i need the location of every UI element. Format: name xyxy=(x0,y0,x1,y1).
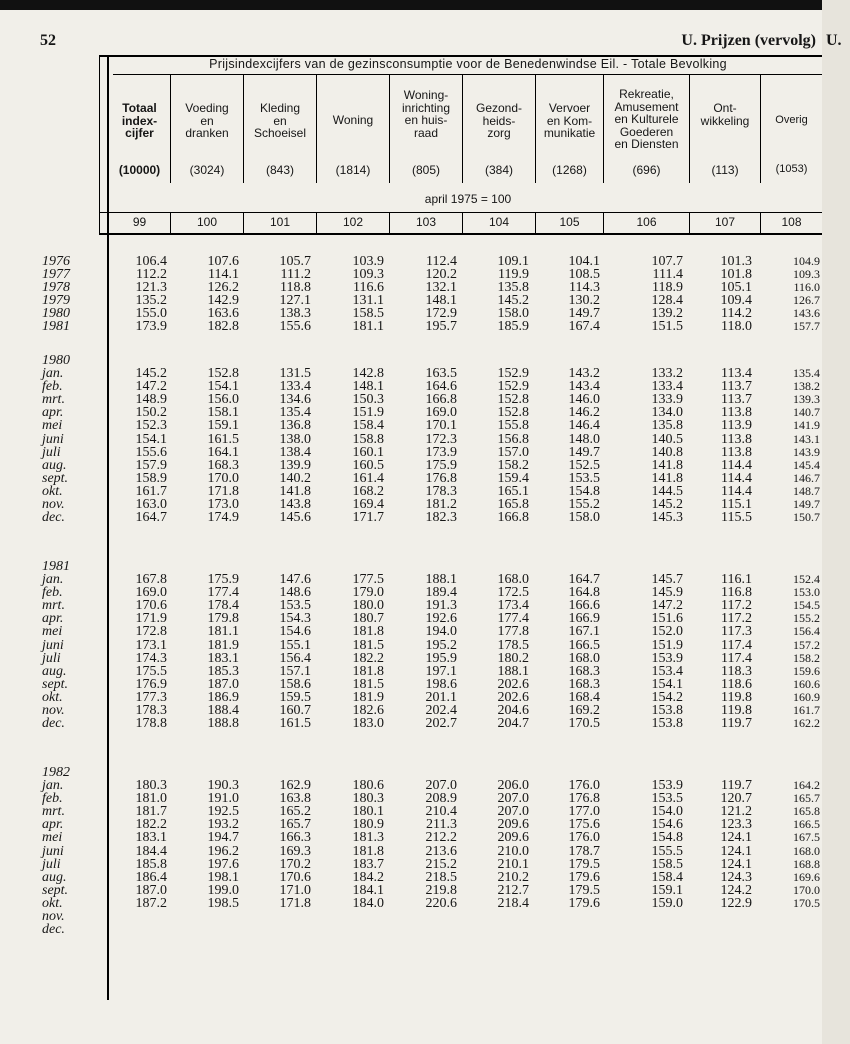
values-education: 113.4 113.7 113.7 113.8 113.9 113.8 113.8 114.4 114.4 114.4 115.1 115.5 xyxy=(721,366,752,526)
column-heading-health: Gezond- heids- zorg xyxy=(475,101,523,140)
values-transport: 143.2 143.4 146.0 146.2 146.4 148.0 149.7 152.5 153.5 154.8 155.2 158.0 xyxy=(568,366,600,526)
column-heading-recreation: Rekreatie, Amusement en Kulturele Goederen en Diensten xyxy=(614,87,679,151)
column-weight: (1053) xyxy=(775,163,808,175)
column-code: 104 xyxy=(488,215,510,229)
values-health: 109.1 119.9 135.8 145.2 158.0 185.9 xyxy=(497,254,529,335)
values-housing: 180.6 180.3 180.1 180.9 181.3 181.8 183.7 184.2 184.1 184.0 xyxy=(352,778,384,911)
values-total: 106.4 112.2 121.3 135.2 155.0 173.9 xyxy=(135,254,167,335)
values-clothing: 105.7 111.2 118.8 127.1 138.3 155.6 xyxy=(279,254,311,335)
code-row-bottom-rule xyxy=(99,233,822,235)
column-heading-other: Overig xyxy=(775,114,808,126)
values-total: 167.8 169.0 170.6 171.9 172.8 173.1 174.3 175.5 176.9 177.3 178.3 178.8 xyxy=(135,572,167,732)
column-heading-transport: Vervoer en Kom- munikatie xyxy=(543,101,596,140)
column-heading-housing: Woning xyxy=(332,113,374,127)
column-code: 102 xyxy=(342,215,364,229)
column-code: 103 xyxy=(415,215,437,229)
values-health: 206.0 207.0 207.0 209.6 209.6 210.0 210.1 210.2 212.7 218.4 xyxy=(497,778,529,911)
values-food: 107.6 114.1 126.2 142.9 163.6 182.8 xyxy=(207,254,239,335)
column-heading-total: Totaal index- cijfer xyxy=(121,101,158,140)
values-clothing: 162.9 163.8 165.2 165.7 166.3 169.3 170.2 170.6 171.0 171.8 xyxy=(279,778,311,911)
column-weight: (1814) xyxy=(335,163,371,177)
values-health: 152.9 152.9 152.8 152.8 155.8 156.8 157.0 158.2 159.4 165.1 165.8 166.8 xyxy=(497,366,529,526)
column-weight: (3024) xyxy=(189,163,225,177)
values-total: 180.3 181.0 181.7 182.2 183.1 184.4 185.8 186.4 187.0 187.2 xyxy=(135,778,167,911)
values-furnishing: 207.0 208.9 210.4 211.3 212.2 213.6 215.2 218.5 219.8 220.6 xyxy=(425,778,457,911)
values-education: 101.3 101.8 105.1 109.4 114.2 118.0 xyxy=(720,254,752,335)
period-labels: 1982 jan. feb. mrt. apr. mei juni juli aug. sept. okt. nov. dec. xyxy=(42,765,70,938)
values-recreation: 145.7 145.9 147.2 151.6 152.0 151.9 153.9 153.4 154.1 154.2 153.8 153.8 xyxy=(651,572,683,732)
values-food: 190.3 191.0 192.5 193.2 194.7 196.2 197.6 198.1 199.0 198.5 xyxy=(207,778,239,911)
values-recreation: 133.2 133.4 133.9 134.0 135.8 140.5 140.8 141.8 141.8 144.5 145.2 145.3 xyxy=(651,366,683,526)
values-recreation: 107.7 111.4 118.9 128.4 139.2 151.5 xyxy=(651,254,683,335)
column-heading-furnishing: Woning- inrichting en huis- raad xyxy=(401,88,451,140)
table-title: Prijsindexcijfers van de gezinsconsumptie voor de Benedenwindse Eil. - Totale Bevolking xyxy=(209,57,727,71)
column-code: 107 xyxy=(714,215,736,229)
values-housing: 177.5 179.0 180.0 180.7 181.8 181.5 182.2 181.8 181.5 181.9 182.6 183.0 xyxy=(352,572,384,732)
values-education: 116.1 116.8 117.2 117.2 117.3 117.4 117.4 118.3 118.6 119.8 119.8 119.7 xyxy=(721,572,752,732)
values-other: 104.9 109.3 116.0 126.7 143.6 157.7 xyxy=(793,254,820,334)
base-period-note: april 1975 = 100 xyxy=(424,192,512,206)
column-heading-food: Voeding en dranken xyxy=(185,101,229,140)
title-underline xyxy=(113,74,822,75)
period-labels: 1981 jan. feb. mrt. apr. mei juni juli aug. sept. okt. nov. dec. xyxy=(42,559,70,732)
column-code: 106 xyxy=(636,215,657,229)
values-furnishing: 163.5 164.6 166.8 169.0 170.1 172.3 173.9 175.9 176.8 178.3 181.2 182.3 xyxy=(425,366,457,526)
column-heading-education: Ont- wikkeling xyxy=(700,101,750,128)
column-code: 108 xyxy=(781,215,802,229)
column-weight: (1268) xyxy=(552,163,587,177)
values-education: 119.7 120.7 121.2 123.3 124.1 124.1 124.1 124.3 124.2 122.9 xyxy=(720,778,752,911)
values-housing: 103.9 109.3 116.6 131.1 158.5 181.1 xyxy=(352,254,384,335)
values-furnishing: 188.1 189.4 191.3 192.6 194.0 195.2 195.9 197.1 198.6 201.1 202.4 202.7 xyxy=(425,572,457,732)
column-heading-clothing: Kleding en Schoeisel xyxy=(253,101,307,140)
values-health: 168.0 172.5 173.4 177.4 177.8 178.5 180.2 188.1 202.6 202.6 204.6 204.7 xyxy=(497,572,529,732)
column-code: 99 xyxy=(132,215,147,229)
column-weight: (696) xyxy=(632,163,661,177)
values-clothing: 131.5 133.4 134.6 135.4 136.8 138.0 138.4 139.9 140.2 141.8 143.8 145.6 xyxy=(279,366,311,526)
values-transport: 176.0 176.8 177.0 175.6 176.0 178.7 179.5 179.6 179.5 179.6 xyxy=(568,778,600,911)
column-weight: (843) xyxy=(265,163,294,177)
column-code: 105 xyxy=(559,215,580,229)
values-other: 164.2 165.7 165.8 166.5 167.5 168.0 168.8 169.6 170.0 170.5 xyxy=(793,778,820,910)
period-labels: 1980 jan. feb. mrt. apr. mei juni juli aug. sept. okt. nov. dec. xyxy=(42,353,70,526)
period-labels: 1976 1977 1978 1979 1980 1981 xyxy=(42,254,70,335)
running-head: U. Prijzen (vervolg) xyxy=(681,32,816,49)
column-code: 100 xyxy=(196,215,218,229)
code-row-top-rule xyxy=(99,212,822,213)
column-weight: (10000) xyxy=(118,163,161,177)
header-inner-rule xyxy=(99,56,100,234)
values-food: 175.9 177.4 178.4 179.8 181.1 181.9 183.1 185.3 187.0 186.9 188.4 188.8 xyxy=(207,572,239,732)
facing-running-head: U. xyxy=(826,32,842,49)
column-weight: (113) xyxy=(711,163,739,177)
values-housing: 142.8 148.1 150.3 151.9 158.4 158.8 160.1 160.5 161.4 168.2 169.4 171.7 xyxy=(352,366,384,526)
values-food: 152.8 154.1 156.0 158.1 159.1 161.5 164.1 168.3 170.0 171.8 173.0 174.9 xyxy=(207,366,239,526)
values-total: 145.2 147.2 148.9 150.2 152.3 154.1 155.6 157.9 158.9 161.7 163.0 164.7 xyxy=(135,366,167,526)
column-code: 101 xyxy=(269,215,291,229)
values-recreation: 153.9 153.5 154.0 154.6 154.8 155.5 158.5 158.4 159.1 159.0 xyxy=(651,778,683,911)
values-furnishing: 112.4 120.2 132.1 148.1 172.9 195.7 xyxy=(425,254,457,335)
column-weight: (805) xyxy=(411,163,440,177)
values-transport: 104.1 108.5 114.3 130.2 149.7 167.4 xyxy=(568,254,600,335)
page-number: 52 xyxy=(40,32,56,49)
column-weight: (384) xyxy=(484,163,513,177)
values-other: 135.4 138.2 139.3 140.7 141.9 143.1 143.9 145.4 146.7 148.7 149.7 150.7 xyxy=(793,366,820,525)
table-left-rule xyxy=(107,56,109,1000)
values-transport: 164.7 164.8 166.6 166.9 167.1 166.5 168.0 168.3 168.3 168.4 169.2 170.5 xyxy=(568,572,600,732)
values-clothing: 147.6 148.6 153.5 154.3 154.6 155.1 156.4 157.1 158.6 159.5 160.7 161.5 xyxy=(279,572,311,732)
facing-page-edge xyxy=(822,0,850,1044)
values-other: 152.4 153.0 154.5 155.2 156.4 157.2 158.2 159.6 160.6 160.9 161.7 162.2 xyxy=(793,572,820,731)
